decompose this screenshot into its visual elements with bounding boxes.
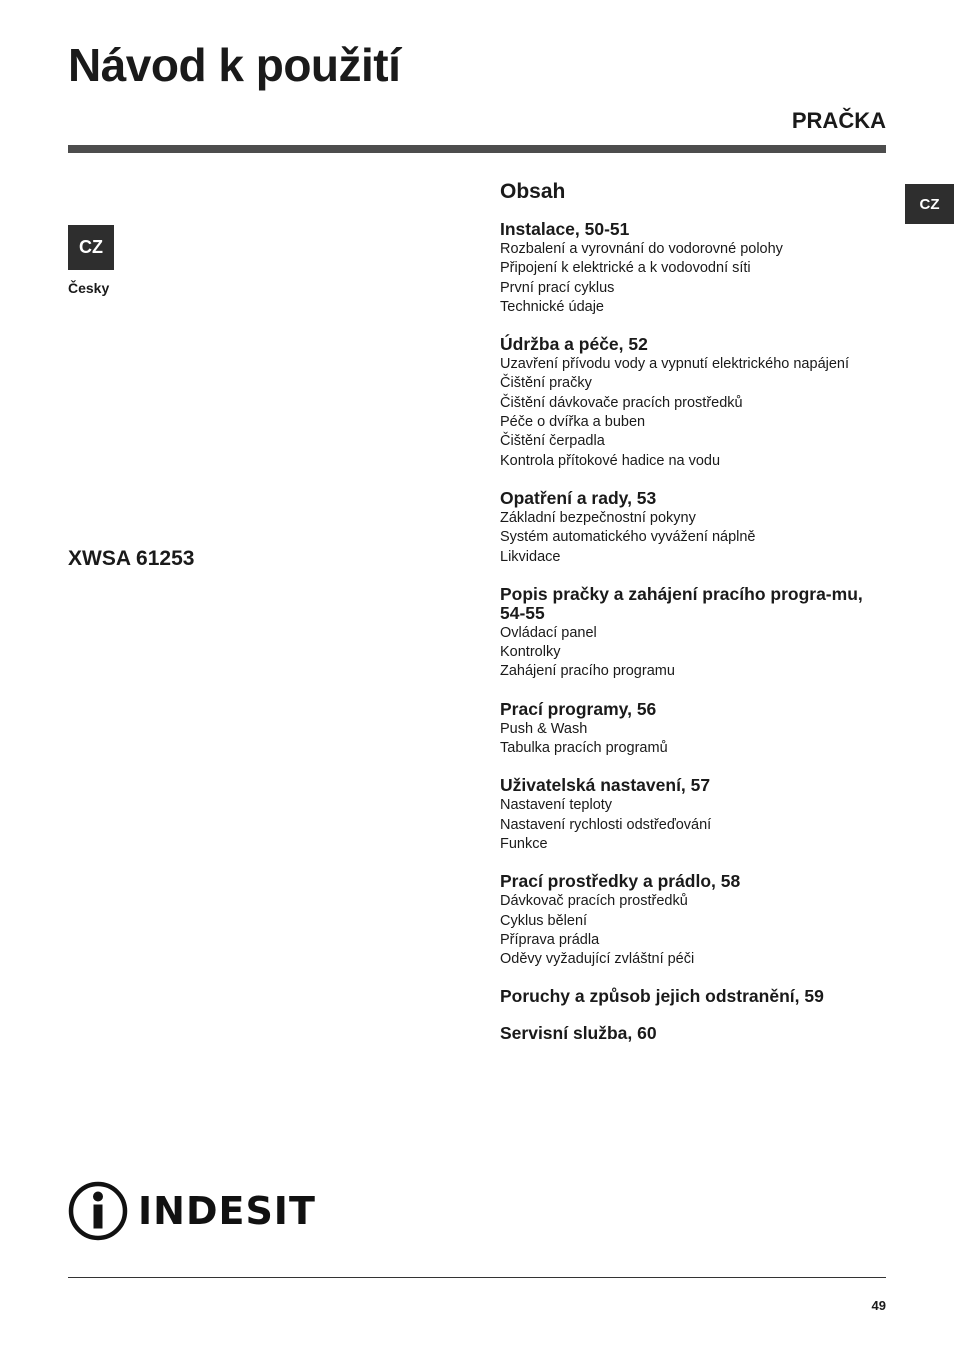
- toc-section-title: Prací prostředky a prádlo, 58: [500, 871, 741, 892]
- toc-section: [500, 335, 886, 471]
- toc-heading: Obsah: [500, 180, 566, 203]
- header-divider: [68, 145, 886, 153]
- toc-section-title: Servisní služba, 60: [500, 1023, 657, 1044]
- page-number: 49: [871, 1298, 886, 1313]
- toc-section-title: Údržba a péče, 52: [500, 334, 648, 355]
- toc-sections: [500, 220, 886, 1043]
- toc-item: Kontrolky: [500, 644, 561, 661]
- toc-item: Uzavření přívodu vody a vypnutí elektrického napájení: [500, 356, 850, 373]
- table-of-contents: [500, 180, 886, 1061]
- toc-section-title: Opatření a rady, 53: [500, 487, 657, 508]
- toc-item: Čištění pračky: [500, 375, 592, 392]
- toc-section: [500, 220, 886, 317]
- page-title: Návod k použití: [68, 39, 401, 91]
- toc-item: Připojení k elektrické a k vodovodní síti: [500, 260, 751, 277]
- brand-logo-text: INDESIT: [138, 1189, 316, 1233]
- toc-item: Push & Wash: [500, 720, 588, 737]
- toc-item: Základní bezpečnostní pokyny: [500, 509, 696, 526]
- toc-item: Nastavení teploty: [500, 797, 613, 814]
- toc-item: Ovládací panel: [500, 624, 597, 641]
- toc-item: Rozbalení a vyrovnání do vodorovné polohy: [500, 241, 783, 257]
- toc-section-title: Uživatelská nastavení, 57: [500, 775, 711, 796]
- brand-logo: [68, 1181, 316, 1241]
- toc-item: Nastavení rychlosti odstřeďování: [500, 816, 712, 833]
- toc-item: Čištění dávkovače pracích prostředků: [500, 394, 743, 411]
- toc-section-title: Popis pračky a zahájení pracího progra-mu, 54-55: [500, 583, 863, 623]
- toc-item: Příprava prádla: [500, 931, 600, 948]
- language-name: Česky: [68, 280, 110, 296]
- toc-section-title: Poruchy a způsob jejich odstranění, 59: [500, 986, 824, 1007]
- product-type: PRAČKA: [791, 108, 886, 133]
- toc-section: [500, 1024, 886, 1043]
- toc-item: Cyklus bělení: [500, 912, 588, 929]
- toc-item: Kontrola přítokové hadice na vodu: [500, 452, 721, 469]
- toc-section: [500, 489, 886, 567]
- toc-section-title: Prací programy, 56: [500, 698, 657, 719]
- toc-section: [500, 776, 886, 854]
- toc-item: Funkce: [500, 835, 548, 852]
- toc-item: Technické údaje: [500, 298, 604, 315]
- footer-divider: [68, 1277, 886, 1278]
- language-side-tab: CZ: [905, 184, 954, 224]
- toc-item: Systém automatického vyvážení náplně: [500, 529, 756, 546]
- language-code-badge: CZ: [68, 225, 114, 270]
- toc-section: [500, 987, 886, 1006]
- toc-section: [500, 872, 886, 969]
- toc-section: [500, 585, 886, 682]
- toc-section: [500, 700, 886, 759]
- toc-item: Zahájení pracího programu: [500, 663, 675, 680]
- model-number: XWSA 61253: [68, 547, 195, 570]
- toc-item: Čištění čerpadla: [500, 433, 605, 450]
- toc-item: Likvidace: [500, 548, 561, 565]
- toc-section-title: Instalace, 50-51: [500, 219, 630, 239]
- toc-item: První prací cyklus: [500, 279, 615, 296]
- toc-item: Oděvy vyžadující zvláštní péči: [500, 951, 695, 968]
- indesit-i-icon: [68, 1181, 128, 1241]
- toc-item: Tabulka pracích programů: [500, 740, 668, 757]
- toc-item: Dávkovač pracích prostředků: [500, 893, 688, 910]
- toc-item: Péče o dvířka a buben: [500, 414, 646, 431]
